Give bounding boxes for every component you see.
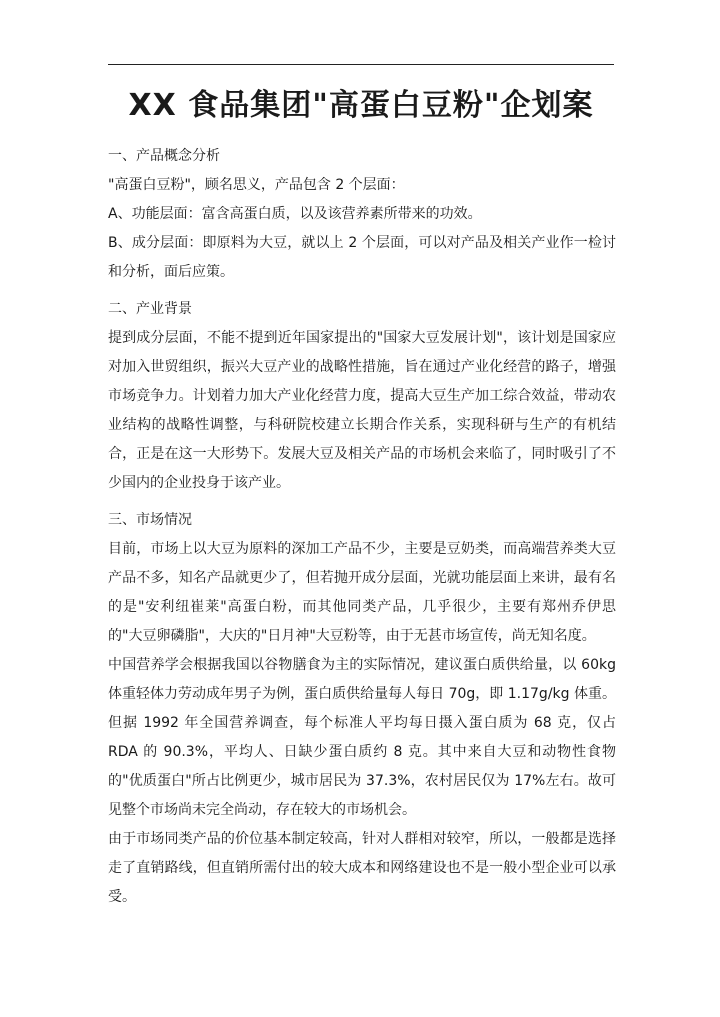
paragraph: B、成分层面：即原料为大豆，就以上 2 个层面，可以对产品及相关产业作一检讨和分析，面后应策。 [108,235,616,280]
paragraph: 目前，市场上以大豆为原料的深加工产品不少，主要是豆奶类，而高端营养类大豆产品不多，知名产品就更少了，但若抛开成分层面，光就功能层面上来讲，最有名的是"安利纽崔莱"高蛋白粉，而其他同类产品，几乎很少，主要有郑州乔伊思的"大豆卵磷脂"，大庆的"日月神"大豆粉等，由于无甚市场宣传，尚无知名度。 [108,541,616,644]
section-industry-background [108,295,616,498]
paragraph: 提到成分层面，不能不提到近年国家提出的"国家大豆发展计划"，该计划是国家应对加入世贸组织，振兴大豆产业的战略性措施，旨在通过产业化经营的路子，增强市场竞争力。计划着力加大产业化经营力度，提高大豆生产加工综合效益，带动农业结构的战略性调整，与科研院校建立长期合作关系，实现科研与生产的有机结合，正是在这一大形势下。发展大豆及相关产品的市场机会来临了，同时吸引了不少国内的企业投身于该产业。 [108,330,616,491]
paragraph: 中国营养学会根据我国以谷物膳食为主的实际情况，建议蛋白质供给量，以 60kg 体重轻体力劳动成年男子为例，蛋白质供给量每人每日 70g，即 1.17g/kg 体重。但据 1992 年全国营养调查，每个标准人平均每日摄入蛋白质为 68 克，仅占 RDA 的 90.3%，平均人、日缺少蛋白质约 8 克。其中来自大豆和动物性食物的"优质蛋白"所占比例更少，城市居民为 37.3%，农村居民仅为 17%左右。故可见整个市场尚未完全尚动，存在较大的市场机会。 [108,657,616,818]
paragraph: "高蛋白豆粉"，顾名思义，产品包含 2 个层面： [108,177,405,193]
document-title: XX 食品集团"高蛋白豆粉"企划案 [128,88,594,123]
paragraph: A、功能层面：富含高蛋白质，以及该营养素所带来的功效。 [108,206,482,222]
section-product-concept [108,142,616,287]
paragraph: 由于市场同类产品的价位基本制定较高，针对人群相对较窄，所以，一般都是选择走了直销路线，但直销所需付出的较大成本和网络建设也不是一般小型企业可以承受。 [108,831,616,905]
section-heading: 一、产品概念分析 [108,148,220,164]
section-market-situation [108,506,616,912]
section-heading: 三、市场情况 [108,512,192,528]
header-rule [108,64,614,65]
section-heading: 二、产业背景 [108,301,192,317]
document-body [108,142,616,920]
